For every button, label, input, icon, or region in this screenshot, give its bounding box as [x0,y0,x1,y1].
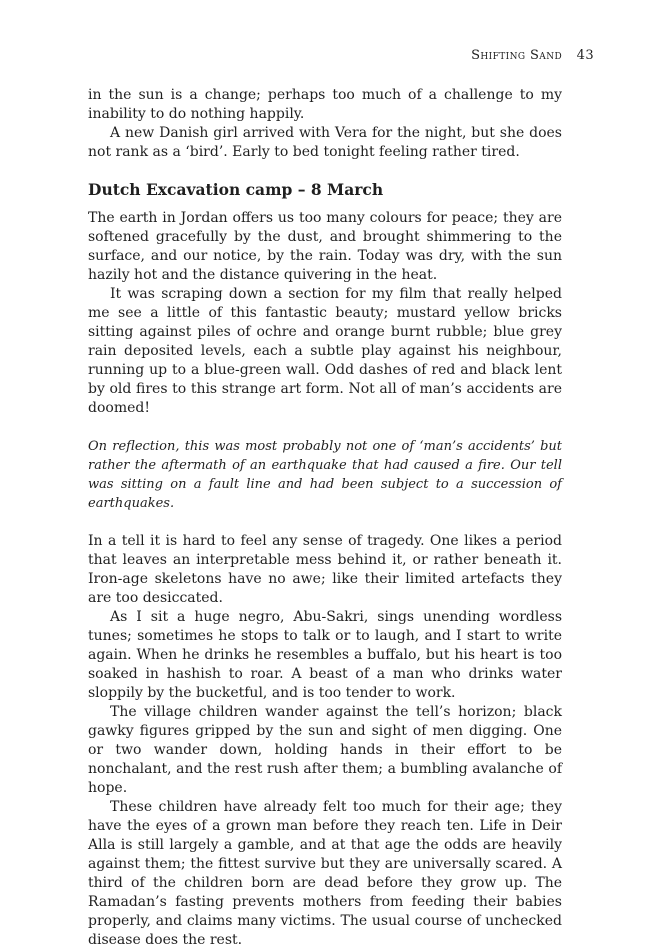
running-title: Shifting Sand [471,48,563,63]
body-paragraph: The earth in Jordan offers us too many colours for peace; they are softened gracefully by the dust, and brought shimmering to the surface, and our notice, by the rain. Today was dry, with the sun hazily hot and the distance quivering in the heat. [88,210,562,283]
section-heading: Dutch Excavation camp – 8 March [88,180,384,199]
body-paragraph: The village children wander against the tell’s horizon; black gawky figures gripped by the sun and sight of men digging. One or two wander down, holding hands in their effort to be nonchalant, and the rest rush after them; a bumbling avalanche of hope. [88,704,562,796]
body-paragraph: These children have already felt too much for their age; they have the eyes of a grown man before they reach ten. Life in Deir Alla is still largely a gamble, and at that age the odds are heavily against them; the fittest survive but they are universally scared. A third of the children born are dead before they grow up. The Ramadan’s fasting prevents mothers from feeding their babies properly, and claims many victims. The usual course of unchecked disease does the rest. [88,799,562,948]
body-paragraph: As I sit a huge negro, Abu-Sakri, sings unending wordless tunes; sometimes he stops to talk or to laugh, and I start to write again. When he drinks he resembles a buffalo, but his heart is too soaked in hashish to roar. A beast of a man who drinks water sloppily by the bucketful, and is too tender to work. [88,609,562,701]
body-paragraph: It was scraping down a section for my film that really helped me see a little of this fantastic beauty; mustard yellow bricks sitting against piles of ochre and orange burnt rubble; blue grey rain deposited levels, each a subtle play against his neighbour, running up to a blue-green wall. Odd dashes of red and black lent by old fires to this strange art form. Not all of man’s accidents are doomed! [88,286,562,416]
page-body [88,86,562,950]
body-paragraph: A new Danish girl arrived with Vera for the night, but she does not rank as a ‘bird’. Early to bed tonight feeling rather tired. [88,125,562,160]
running-header [471,48,594,63]
page-number: 43 [576,48,594,63]
reflection-note: On reflection, this was most probably not one of ‘man’s accidents’ but rather the aftermath of an earthquake that had caused a fire. Our tell was sitting on a fault line and had been subject to a succession of earthquakes. [88,439,562,511]
body-paragraph: in the sun is a change; perhaps too much of a challenge to my inability to do nothing happily. [88,87,562,122]
body-paragraph: In a tell it is hard to feel any sense of tragedy. One likes a period that leaves an interpretable mess behind it, or rather beneath it. Iron-age skeletons have no awe; like their limited artefacts they are too desiccated. [88,533,562,606]
